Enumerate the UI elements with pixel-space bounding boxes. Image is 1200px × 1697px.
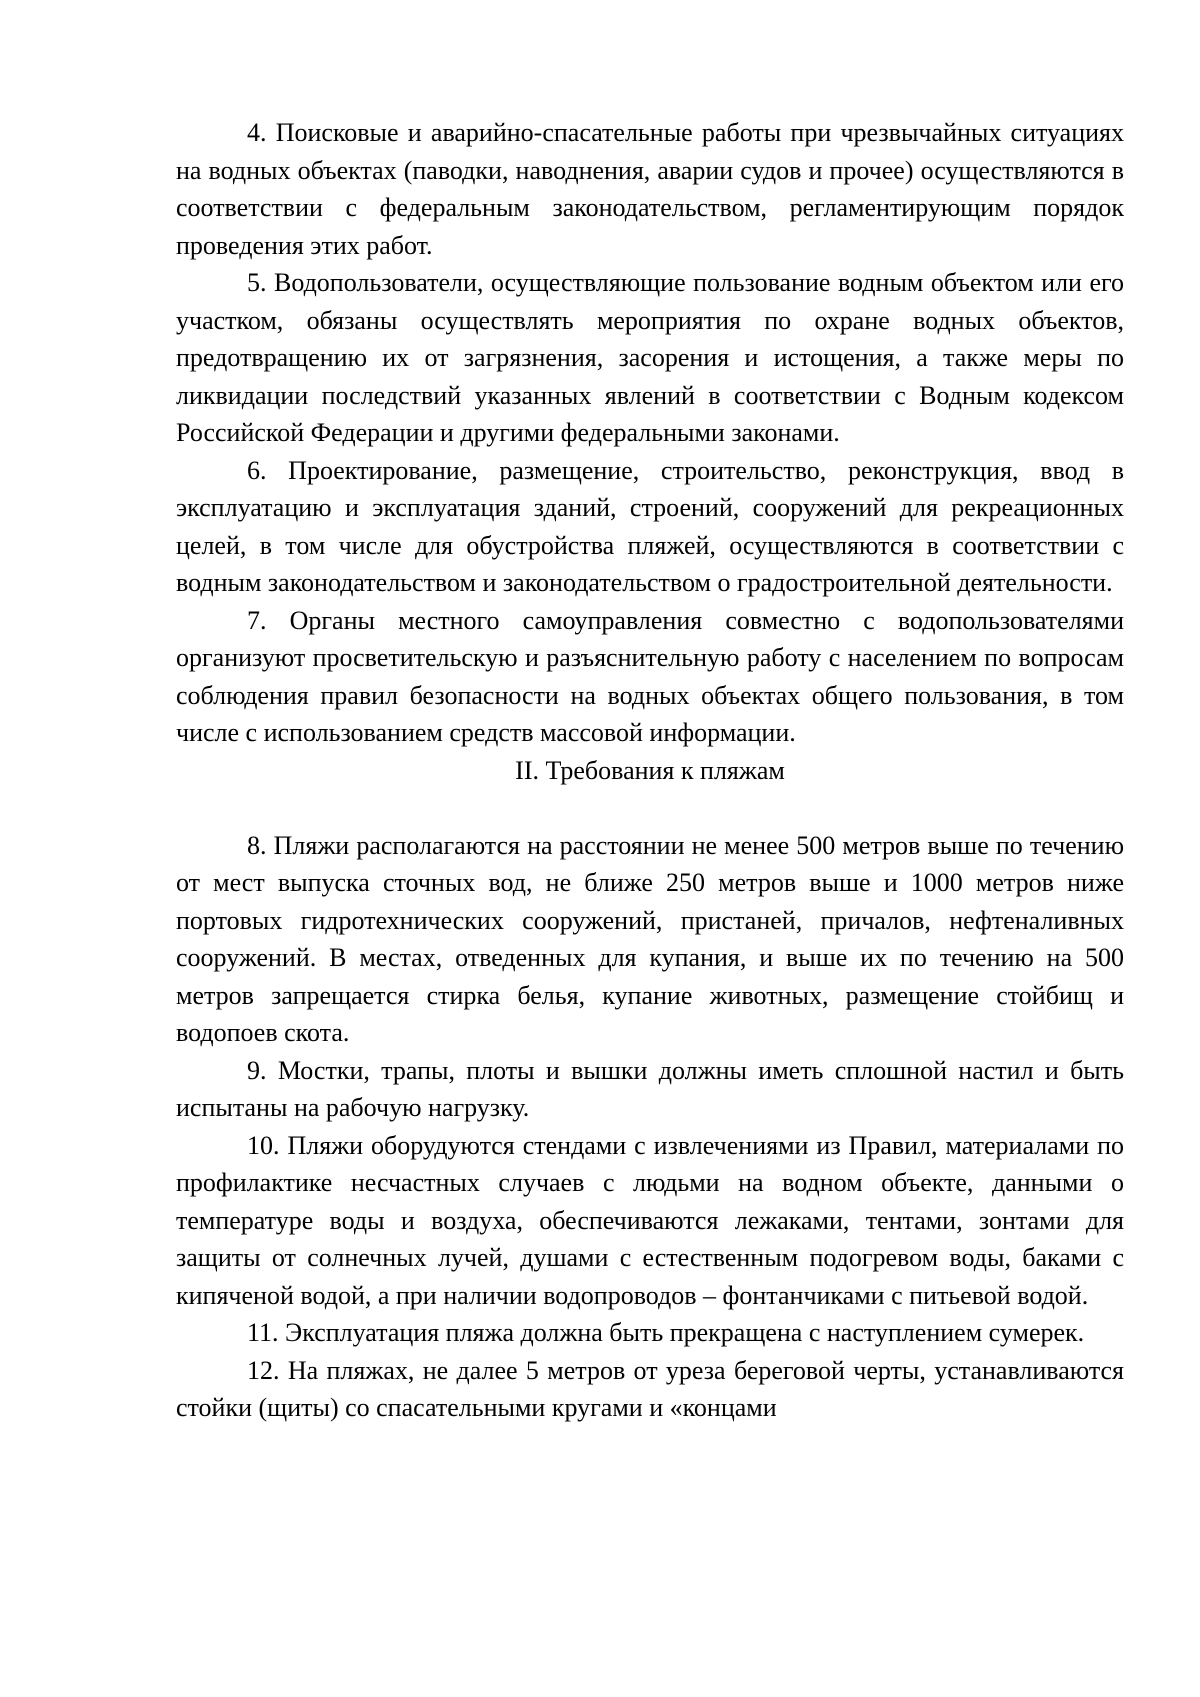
section-heading: II. Требования к пляжам [515, 755, 785, 785]
paragraph-number: 10. [247, 1130, 280, 1160]
paragraph-number: 8. [247, 830, 267, 860]
paragraph-7 [176, 602, 1124, 752]
paragraph-number: 6. [247, 455, 267, 485]
paragraph-11 [176, 1314, 1124, 1352]
paragraph-text: На пляжах, не далее 5 метров от уреза береговой черты, устанавливаются стойки (щиты) со спасательными кругами и «концами [176, 1355, 1125, 1422]
paragraph-number: 5. [247, 268, 267, 297]
paragraph-number: 4. [247, 118, 267, 147]
paragraph-5 [176, 264, 1124, 452]
paragraph-text: Органы местного самоуправления совместно с водопользователями организуют просветительскую и разъяснительную работу с населением по вопросам соблюдения правил безопасности на водных объектах общего пользования, в том числе с использованием средств массовой информации. [176, 605, 1125, 747]
paragraph-number: 12. [247, 1355, 280, 1385]
paragraph-text: Пляжи оборудуются стендами с извлечениями из Правил, материалами по профилактике несчастных случаев с людьми на водном объекте, данными о температуре воды и воздуха, обеспечиваются лежаками, тентами, зонтами для защиты от солнечных лучей, душами с естественным подогревом воды, баками с кипяченой водой, а при наличии водопроводов – фонтанчиками с питьевой водой. [176, 1130, 1124, 1310]
paragraph-9 [176, 1052, 1124, 1127]
paragraph-text: Пляжи располагаются на расстоянии не менее 500 метров выше по течению от мест выпуска сточных вод, не ближе 250 метров выше и 1000 метров ниже портовых гидротехнических сооружений, пристаней, причалов, нефтеналивных сооружений. В местах, отведенных для купания, и выше их по течению на 500 метров запрещается стирка белья, купание животных, размещение стойбищ и водопоев скота. [176, 830, 1124, 1047]
paragraph-6 [176, 452, 1124, 602]
paragraph-number: 11. [247, 1318, 279, 1347]
paragraph-text: Водопользователи, осуществляющие пользование водным объектом или его участком, обязаны осуществлять мероприятия по охране водных объектов, предотвращению их от загрязнения, засорения и истощения, а также меры по ликвидации последствий указанных явлений в соответствии с Водным кодексом Российской Федерации и другими федеральными законами. [176, 268, 1125, 447]
paragraph-number: 9. [247, 1055, 267, 1085]
paragraph-text: Проектирование, размещение, строительство, реконструкция, ввод в эксплуатацию и эксплуатация зданий, строений, сооружений для рекреационных целей, в том числе для обустройства пляжей, осуществляются в соответствии с водным законодательством и законодательством о градостроительной деятельности. [176, 455, 1124, 597]
paragraph-12 [176, 1352, 1124, 1427]
paragraph-text: Мостки, трапы, плоты и вышки должны иметь сплошной настил и быть испытаны на рабочую нагрузку. [176, 1055, 1124, 1122]
paragraph-number: 7. [247, 605, 267, 635]
paragraph-4 [176, 114, 1124, 264]
paragraph-text: Эксплуатация пляжа должна быть прекращена с наступлением сумерек. [285, 1318, 1085, 1347]
paragraph-text: Поисковые и аварийно-спасательные работы при чрезвычайных ситуациях на водных объектах (паводки, наводнения, аварии судов и прочее) осуществляются в соответствии с федеральным законодательством, регламентирующим порядок проведения этих работ. [176, 118, 1125, 260]
paragraph-10 [176, 1127, 1124, 1315]
paragraph-8 [176, 827, 1124, 1052]
